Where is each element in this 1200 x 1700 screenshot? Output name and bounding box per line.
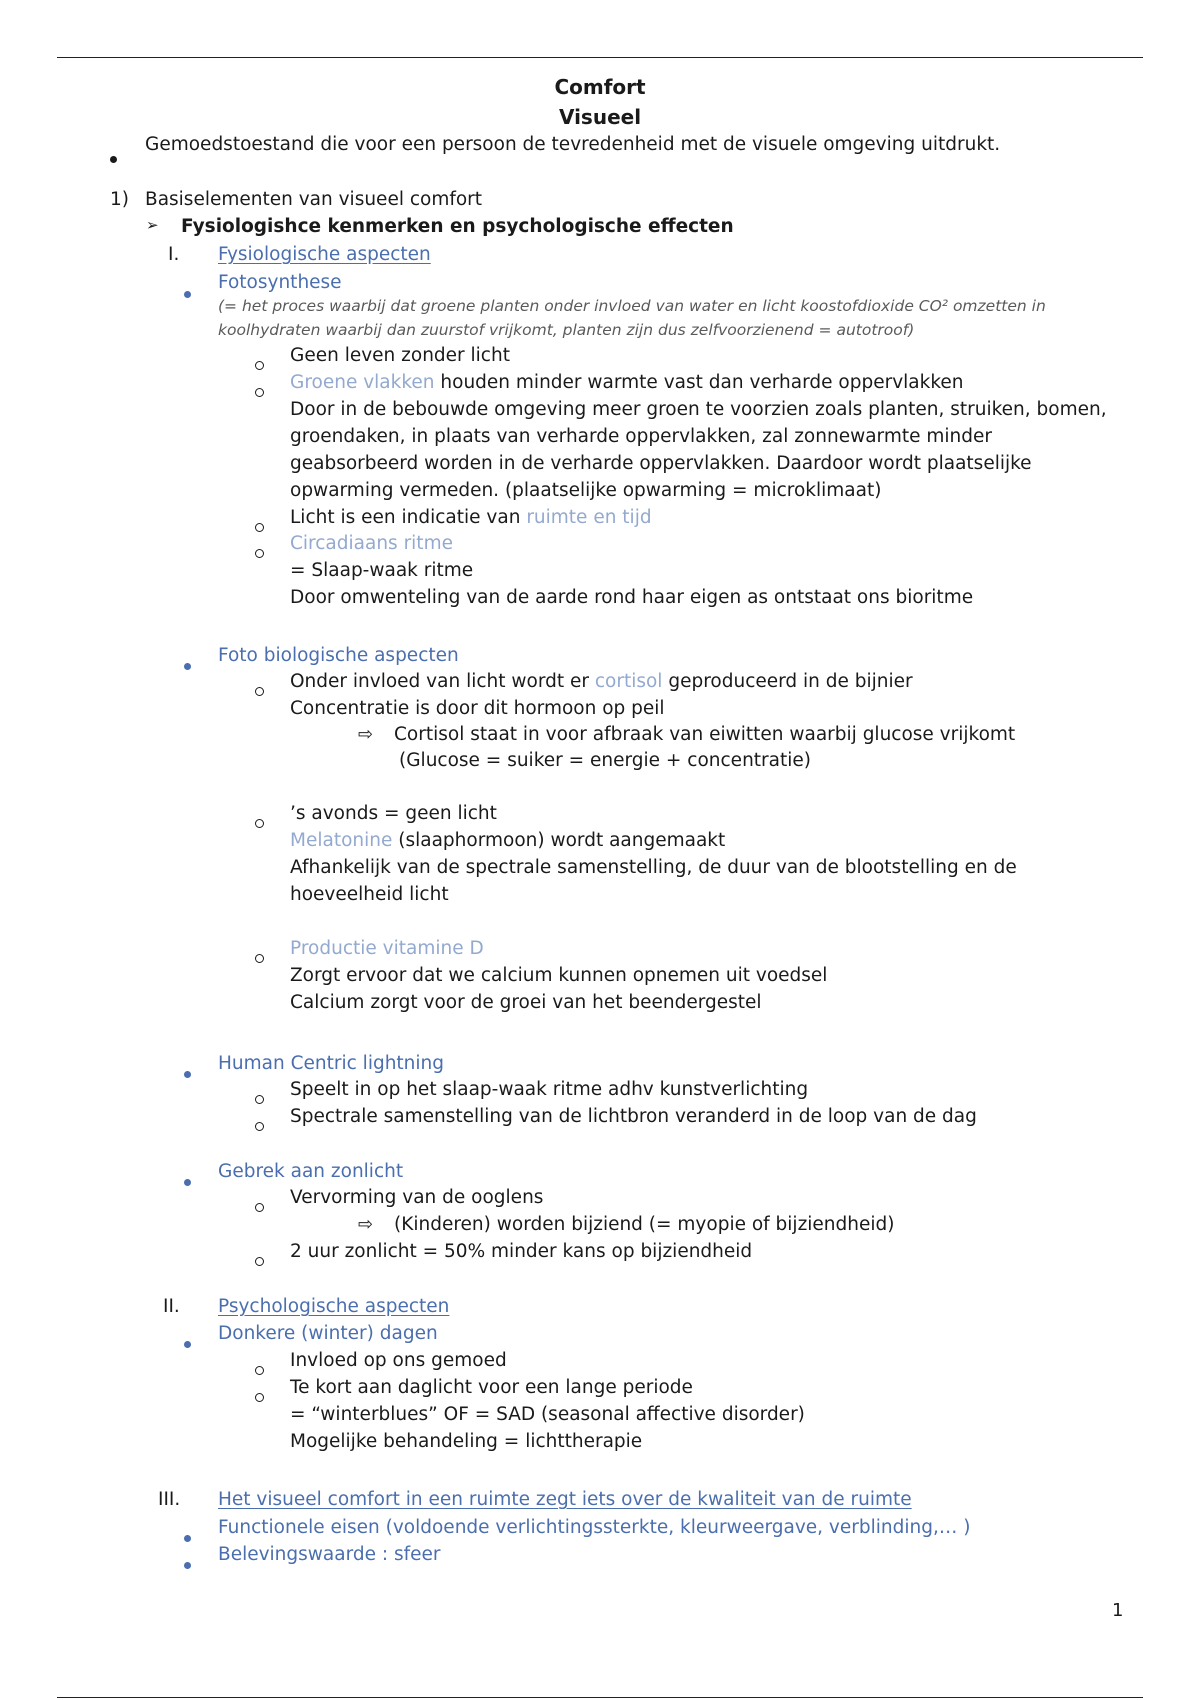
- topic-heading: Donkere (winter) dagen: [218, 1323, 438, 1344]
- section-number: 1): [110, 189, 129, 210]
- roman-heading: Fysiologische aspecten: [218, 244, 431, 265]
- list-item: Speelt in op het slaap-waak ritme adhv kunstverlichting: [290, 1079, 809, 1100]
- bullet-circle: [255, 381, 264, 402]
- paragraph-line: Melatonine (slaaphormoon) wordt aangemaakt: [290, 830, 726, 851]
- roman-numeral: II.: [163, 1296, 180, 1317]
- topic-heading: Fotosynthese: [218, 272, 342, 293]
- section-heading: Basiselementen van visueel comfort: [145, 189, 483, 210]
- list-item: Groene vlakken houden minder warmte vast dan verharde oppervlakken: [290, 372, 964, 393]
- page-title: Comfort: [554, 75, 646, 99]
- list-item: Spectrale samenstelling van de lichtbron veranderd in de loop van de dag: [290, 1106, 977, 1127]
- bullet-circle: [255, 516, 264, 537]
- bullet-circle: [255, 1115, 264, 1136]
- roman-numeral: III.: [158, 1489, 181, 1510]
- list-item: Geen leven zonder licht: [290, 345, 510, 366]
- definition-line: (= het proces waarbij dat groene planten onder invloed van water en licht koostofdioxide CO² omzetten in: [218, 297, 1046, 315]
- bullet-circle: [255, 542, 264, 563]
- bullet-circle: [255, 1196, 264, 1217]
- roman-heading: Het visueel comfort in een ruimte zegt iets over de kwaliteit van de ruimte: [218, 1489, 912, 1510]
- bullet-dot: [184, 1553, 191, 1574]
- arrow-icon: ⇨: [358, 1214, 374, 1235]
- topic-heading: Gebrek aan zonlicht: [218, 1161, 404, 1182]
- bullet-circle: [255, 947, 264, 968]
- paragraph-line: (Glucose = suiker = energie + concentratie): [399, 750, 811, 771]
- bullet-dot: [184, 1170, 191, 1191]
- page-subtitle: Visueel: [558, 105, 642, 129]
- subheading: Fysiologishce kenmerken en psychologische effecten: [181, 216, 734, 237]
- bullet-dot: [110, 147, 117, 168]
- bullet-dot: [184, 1332, 191, 1353]
- paragraph-line: geabsorbeerd worden in de verharde oppervlakken. Daardoor wordt plaatselijke: [290, 453, 1032, 474]
- list-item: ’s avonds = geen licht: [290, 803, 497, 824]
- arrow-icon: ⇨: [358, 724, 374, 745]
- list-item: Te kort aan daglicht voor een lange periode: [290, 1377, 693, 1398]
- bullet-circle: [255, 1250, 264, 1271]
- paragraph-line: Door omwenteling van de aarde rond haar eigen as ontstaat ons bioritme: [290, 587, 974, 608]
- bullet-circle: [255, 680, 264, 701]
- topic-heading: Human Centric lightning: [218, 1053, 445, 1074]
- paragraph-line: groendaken, in plaats van verharde oppervlakken, zal zonnewarmte minder: [290, 426, 992, 447]
- paragraph-line: hoeveelheid licht: [290, 884, 449, 905]
- intro-text: Gemoedstoestand die voor een persoon de tevredenheid met de visuele omgeving uitdrukt.: [145, 134, 1001, 155]
- list-item: Licht is een indicatie van ruimte en tijd: [290, 507, 652, 528]
- header-rule: [57, 57, 1143, 58]
- bullet-dot: [184, 282, 191, 303]
- definition-line: koolhydraten waarbij dan zuurstof vrijkomt, planten zijn dus zelfvoorzienend = autotroof): [218, 321, 915, 339]
- paragraph-line: Calcium zorgt voor de groei van het beendergestel: [290, 992, 762, 1013]
- paragraph-line: Zorgt ervoor dat we calcium kunnen opnemen uit voedsel: [290, 965, 828, 986]
- page-number: 1: [1112, 1600, 1124, 1621]
- bullet-dot: [184, 1526, 191, 1547]
- topic-heading: Foto biologische aspecten: [218, 645, 459, 666]
- arrow-bullet-icon: ➢: [146, 216, 159, 234]
- paragraph-line: = “winterblues” OF = SAD (seasonal affective disorder): [290, 1404, 805, 1425]
- list-item: 2 uur zonlicht = 50% minder kans op bijziendheid: [290, 1241, 753, 1262]
- bullet-circle: [255, 1088, 264, 1109]
- bullet-dot: [184, 1062, 191, 1083]
- bullet-circle: [255, 1359, 264, 1380]
- roman-heading: Psychologische aspecten: [218, 1296, 450, 1317]
- bullet-dot: [184, 654, 191, 675]
- list-item: Circadiaans ritme: [290, 533, 453, 554]
- topic-heading: Belevingswaarde : sfeer: [218, 1544, 441, 1565]
- footer-rule: [57, 1697, 1143, 1698]
- paragraph-line: Afhankelijk van de spectrale samenstelling, de duur van de blootstelling en de: [290, 857, 1017, 878]
- paragraph-line: Concentratie is door dit hormoon op peil: [290, 698, 665, 719]
- paragraph-line: Mogelijke behandeling = lichttherapie: [290, 1431, 643, 1452]
- bullet-circle: [255, 812, 264, 833]
- list-item: Vervorming van de ooglens: [290, 1187, 544, 1208]
- paragraph-line: opwarming vermeden. (plaatselijke opwarming = microklimaat): [290, 480, 882, 501]
- bullet-circle: [255, 1386, 264, 1407]
- paragraph-line: = Slaap-waak ritme: [290, 560, 474, 581]
- list-item: Invloed op ons gemoed: [290, 1350, 507, 1371]
- paragraph-line: Door in de bebouwde omgeving meer groen te voorzien zoals planten, struiken, bomen,: [290, 399, 1107, 420]
- list-item: Onder invloed van licht wordt er cortisol geproduceerd in de bijnier: [290, 671, 913, 692]
- list-item: Productie vitamine D: [290, 938, 484, 959]
- arrow-item: (Kinderen) worden bijziend (= myopie of bijziendheid): [394, 1214, 895, 1235]
- arrow-item: Cortisol staat in voor afbraak van eiwitten waarbij glucose vrijkomt: [394, 724, 1016, 745]
- topic-heading: Functionele eisen (voldoende verlichtingssterkte, kleurweergave, verblinding,… ): [218, 1517, 971, 1538]
- roman-numeral: I.: [168, 244, 180, 265]
- bullet-circle: [255, 354, 264, 375]
